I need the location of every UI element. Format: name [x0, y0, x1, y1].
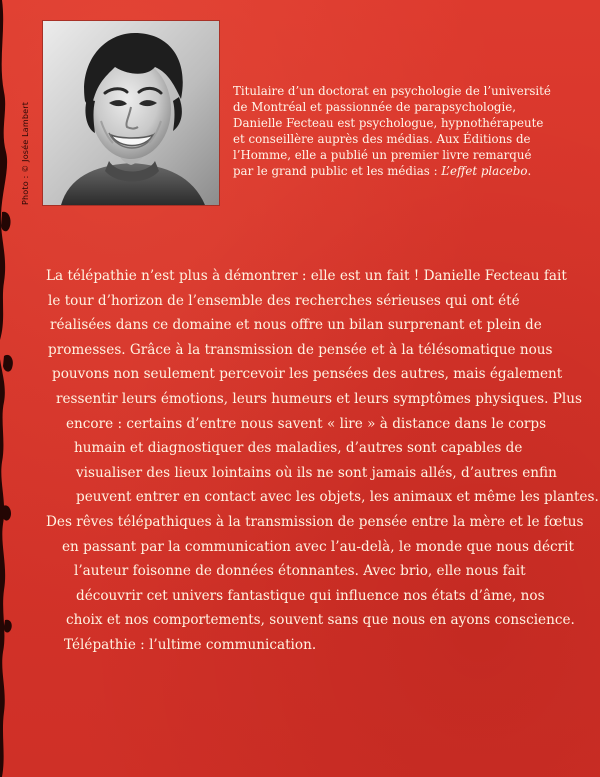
summary-line: La télépathie n’est plus à démontrer : elle est un fait ! Danielle Fecteau fait [46, 268, 567, 284]
author-portrait-image [43, 21, 219, 205]
bio-line: Titulaire d’un doctorat en psychologie de l’université [233, 84, 551, 98]
summary-line: réalisées dans ce domaine et nous offre un bilan surprenant et plein de [50, 317, 542, 334]
bio-line: de Montréal et passionnée de parapsychologie, [233, 100, 516, 114]
book-title: L’effet placebo [441, 164, 528, 178]
bio-line: Danielle Fecteau est psychologue, hypnothérapeute [233, 116, 544, 130]
summary-line: ressentir leurs émotions, leurs humeurs et leurs symptômes physiques. Plus [56, 390, 582, 407]
bio-line: et conseillère auprès des médias. Aux Éditions de [233, 132, 531, 146]
tagline: Télépathie : l’ultime communication. [64, 636, 317, 653]
bio-line-last [233, 163, 573, 179]
summary-line: Des rêves télépathiques à la transmission de pensée entre la mère et le fœtus [46, 513, 584, 530]
bio-line-text: par le grand public et les médias : [233, 164, 442, 178]
summary-line: peuvent entrer en contact avec les objets, les animaux et même les plantes. [76, 489, 599, 506]
summary-line: promesses. Grâce à la transmission de pensée et à la télésomatique nous [48, 341, 553, 358]
book-summary [30, 264, 599, 658]
bio-end-punct: . [527, 164, 532, 178]
summary-line: pouvons non seulement percevoir les pensées des autres, mais également [52, 366, 563, 383]
summary-line: en passant par la communication avec l’au-delà, le monde que nous décrit [62, 538, 574, 555]
summary-line: découvrir cet univers fantastique qui influence nos états d’âme, nos [76, 587, 545, 604]
bio-line: l’Homme, elle a publié un premier livre remarqué [233, 148, 532, 162]
author-photo [43, 21, 219, 205]
summary-line: encore : certains d’entre nous savent « lire » à distance dans le corps [66, 415, 547, 432]
summary-line: choix et nos comportements, souvent sans que nous en ayons conscience. [66, 612, 575, 629]
summary-line: l’auteur foisonne de données étonnantes. Avec brio, elle nous fait [74, 563, 526, 580]
summary-line: visualiser des lieux lointains où ils ne sont jamais allés, d’autres enfin [76, 464, 557, 481]
photo-credit: Photo : © Josée Lambert [21, 101, 30, 205]
brush-stroke-decoration [0, 0, 20, 777]
summary-line: humain et diagnostiquer des maladies, d’autres sont capables de [74, 440, 523, 457]
author-bio [233, 83, 573, 179]
summary-line: le tour d’horizon de l’ensemble des recherches sérieuses qui ont été [48, 292, 520, 309]
